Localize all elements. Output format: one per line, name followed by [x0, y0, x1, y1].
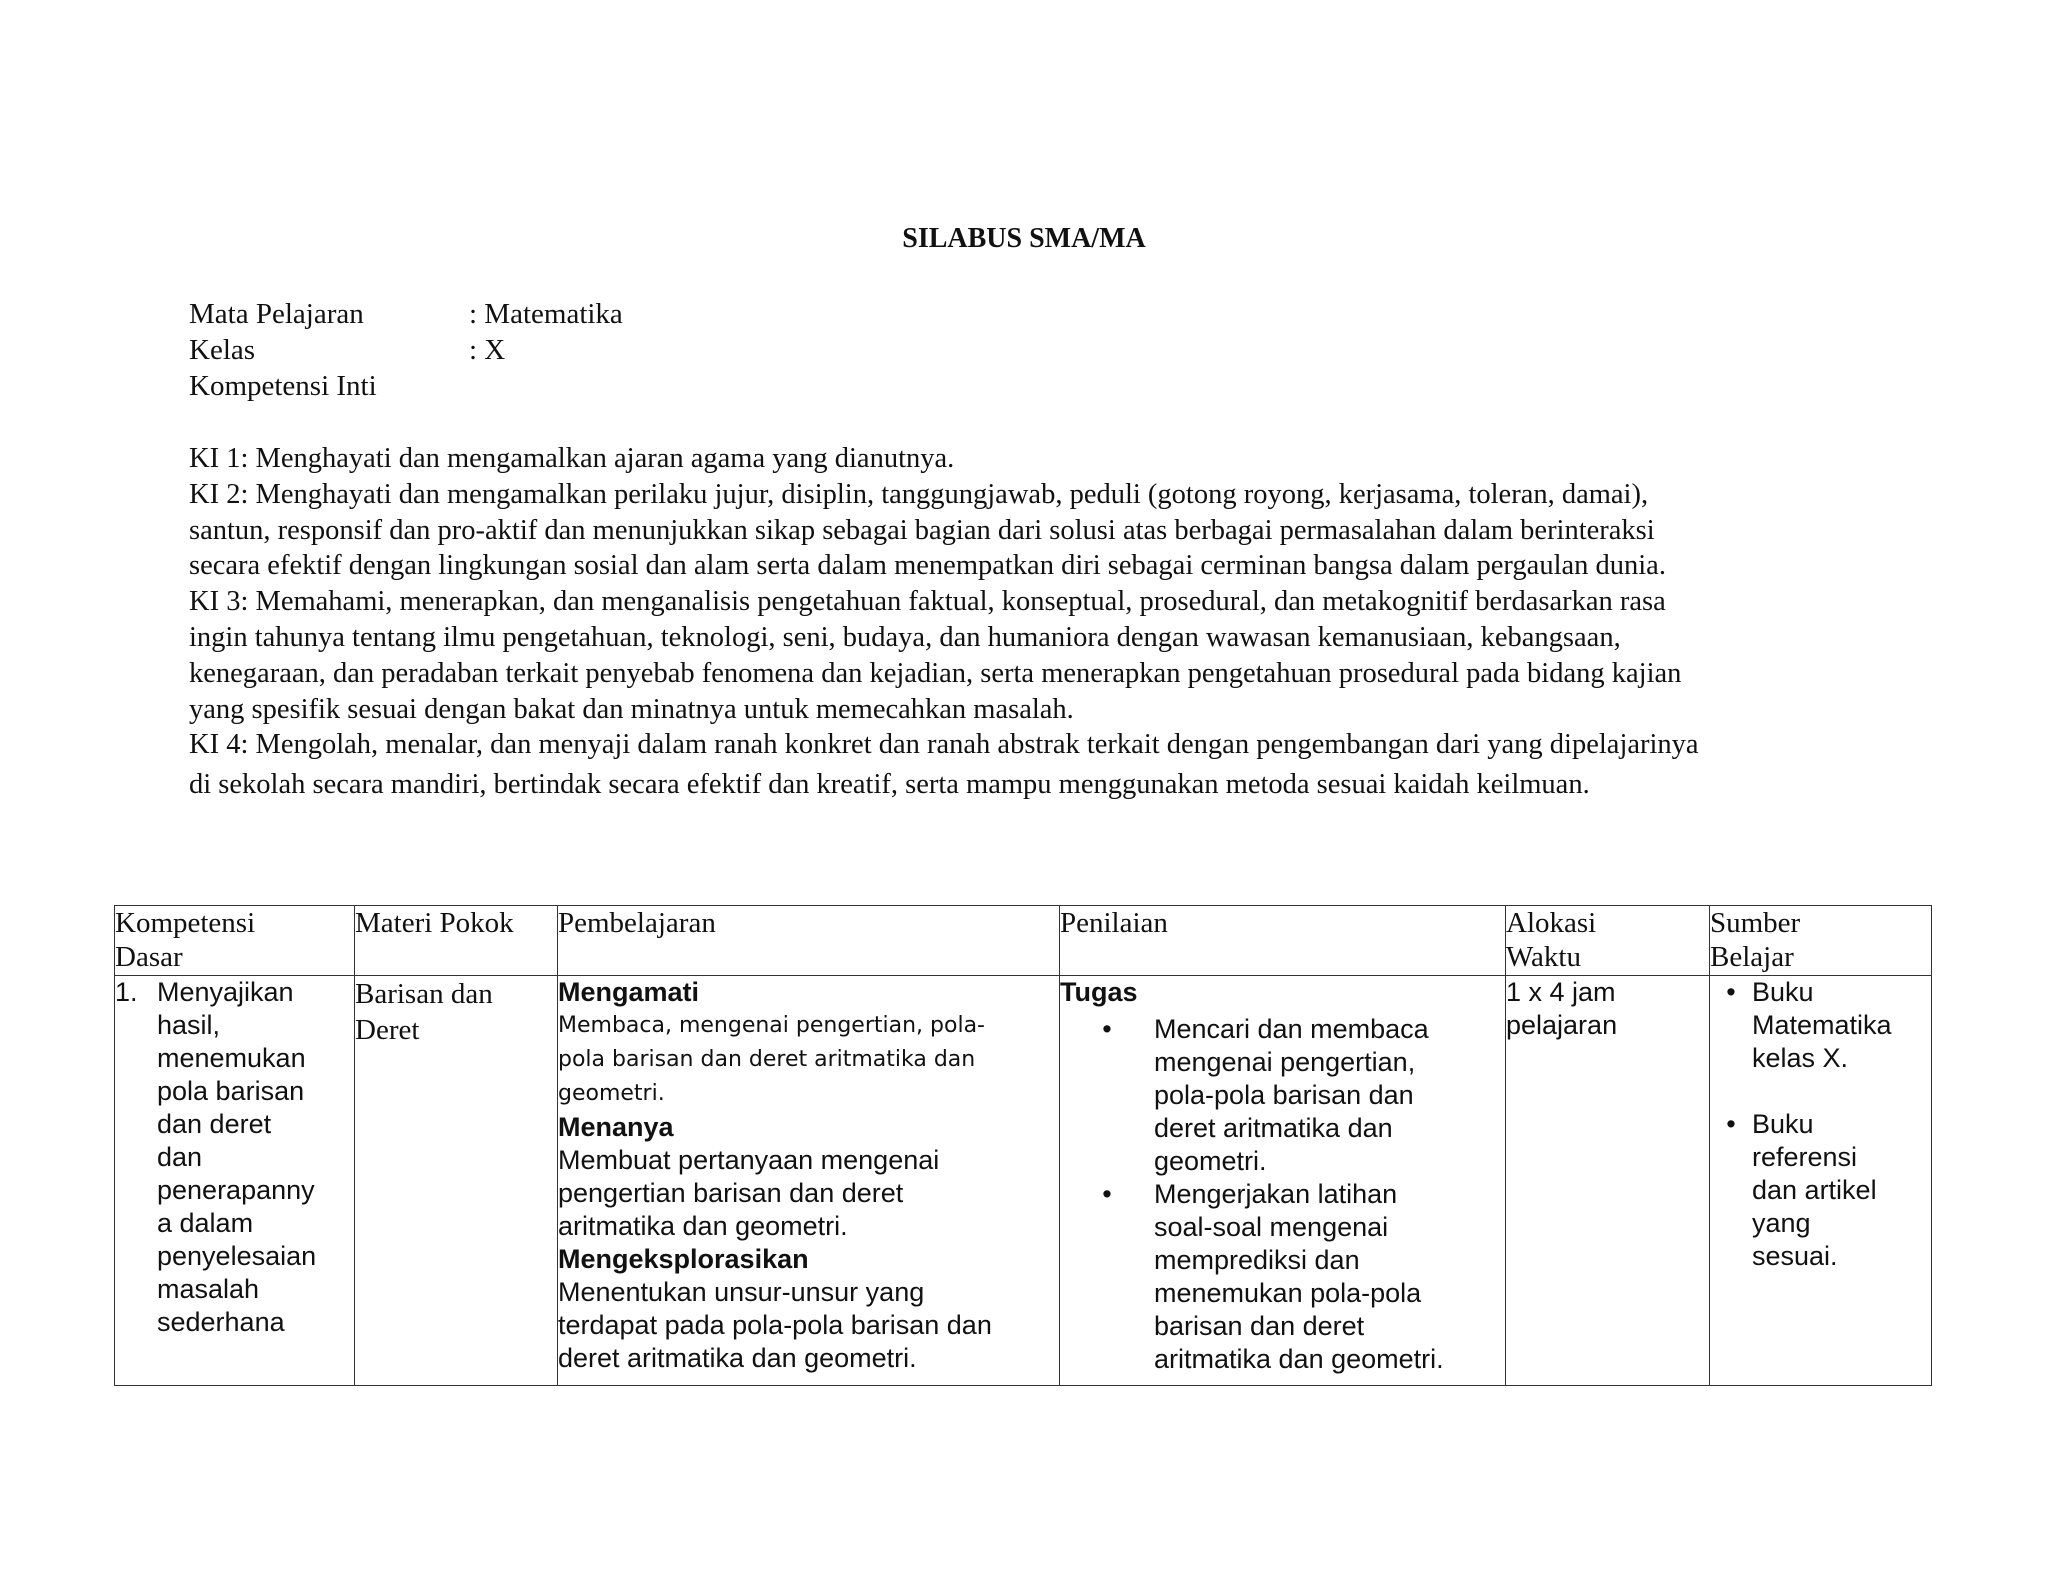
- penilaian-line: menemukan pola-pola: [1154, 1278, 1422, 1308]
- kd-line: dan: [157, 1142, 203, 1172]
- bullet-icon: •: [1102, 1179, 1112, 1209]
- syllabus-table: [114, 905, 1932, 1386]
- kd-line: dan deret: [157, 1109, 272, 1139]
- header-kompetensi-dasar: [115, 906, 355, 976]
- pembelajaran-line: aritmatika dan geometri.: [558, 1211, 848, 1241]
- ki-line: KI 1: Menghayati dan mengamalkan ajaran agama yang dianutnya.: [189, 443, 955, 474]
- kd-line: pola barisan: [157, 1076, 305, 1106]
- header-materi-pokok: [355, 906, 558, 976]
- meta-value: : X: [469, 334, 506, 366]
- bullet-icon: •: [1726, 977, 1736, 1007]
- sumber-line: Buku: [1752, 1109, 1814, 1139]
- penilaian-line: mengenai pengertian,: [1154, 1047, 1416, 1077]
- list-item: [1710, 976, 1931, 1075]
- kd-line: sederhana: [157, 1307, 285, 1337]
- cell-penilaian: [1060, 976, 1506, 1386]
- sumber-line: Buku: [1752, 977, 1814, 1007]
- penilaian-line: deret aritmatika dan: [1154, 1113, 1393, 1143]
- penilaian-item-text: [1154, 1013, 1429, 1178]
- alokasi-line: 1 x 4 jam: [1506, 977, 1616, 1007]
- kd-text: Menyajikan: [157, 977, 294, 1007]
- header-line: Belajar: [1710, 941, 1794, 973]
- header-line: Pembelajaran: [558, 907, 716, 939]
- header-line: Alokasi: [1506, 907, 1597, 939]
- kd-item: [115, 976, 354, 1009]
- penilaian-line: Mengerjakan latihan: [1154, 1179, 1398, 1209]
- kd-text-rest: [157, 1009, 354, 1339]
- penilaian-line: memprediksi dan: [1154, 1245, 1360, 1275]
- ki-line: di sekolah secara mandiri, bertindak secara efektif dan kreatif, serta mampu menggunakan metoda sesuai kaidah keilmuan.: [189, 769, 1590, 801]
- sumber-line: kelas X.: [1752, 1043, 1849, 1073]
- sumber-line: referensi: [1752, 1142, 1858, 1172]
- kd-line: penerapanny: [157, 1175, 315, 1205]
- header-line: Waktu: [1506, 941, 1581, 973]
- pembelajaran-line: Membuat pertanyaan mengenai: [558, 1145, 940, 1175]
- sumber-item-text: [1752, 976, 1892, 1075]
- cell-sumber-belajar: [1710, 976, 1932, 1386]
- ki-line: santun, responsif dan pro-aktif dan menunjukkan sikap sebagai bagian dari solusi atas berbagai permasalahan dalam berinteraksi: [189, 514, 1655, 546]
- pembelajaran-line: geometri.: [558, 1081, 665, 1106]
- kd-line: hasil,: [157, 1010, 221, 1040]
- header-line: Dasar: [115, 941, 183, 973]
- list-item: [1060, 1178, 1505, 1376]
- kd-line: menemukan: [157, 1043, 306, 1073]
- cell-materi-pokok: [355, 976, 558, 1386]
- ki-line: KI 4: Mengolah, menalar, dan menyaji dalam ranah konkret dan ranah abstrak terkait dengan pengembangan dari yang dipelajarinya: [189, 729, 1699, 761]
- ki-line: secara efektif dengan lingkungan sosial dan alam serta dalam menempatkan diri sebagai cerminan bangsa dalam pergaulan dunia.: [189, 550, 1666, 582]
- cell-kompetensi-dasar: [115, 976, 355, 1386]
- list-item: [1710, 1108, 1931, 1273]
- header-penilaian: [1060, 906, 1506, 976]
- sumber-list: [1710, 976, 1931, 1273]
- kd-line: masalah: [157, 1274, 260, 1304]
- meta-row-class: [189, 332, 623, 368]
- penilaian-line: soal-soal mengenai: [1154, 1212, 1389, 1242]
- ki-line: ingin tahunya tentang ilmu pengetahuan, teknologi, seni, budaya, dan humaniora dengan wawasan kemanusiaan, kebangsaan,: [189, 621, 1621, 653]
- materi-line: Deret: [355, 1014, 420, 1046]
- document-title: SILABUS SMA/MA: [902, 223, 1146, 254]
- sumber-line: dan artikel: [1752, 1175, 1877, 1205]
- pembelajaran-line: pola barisan dan deret aritmatika dan: [558, 1047, 976, 1072]
- meta-row-subject: [189, 296, 623, 332]
- penilaian-list: [1060, 1013, 1505, 1376]
- cell-alokasi-waktu: [1506, 976, 1710, 1386]
- penilaian-heading: Tugas: [1060, 977, 1138, 1007]
- sumber-line: sesuai.: [1752, 1241, 1838, 1271]
- bullet-icon: •: [1726, 1109, 1736, 1139]
- list-item: [1060, 1013, 1505, 1178]
- ki-line: KI 2: Menghayati dan mengamalkan perilaku jujur, disiplin, tanggungjawab, peduli (gotong royong, kerjasama, toleran, damai),: [189, 478, 1649, 510]
- meta-row-ki: [189, 368, 623, 404]
- course-info: [189, 296, 623, 404]
- header-alokasi-waktu: [1506, 906, 1710, 976]
- header-line: Sumber: [1710, 907, 1801, 939]
- sumber-line: yang: [1752, 1208, 1811, 1238]
- pembelajaran-line: deret aritmatika dan geometri.: [558, 1343, 917, 1373]
- table-row: [115, 976, 1932, 1386]
- kd-line: a dalam: [157, 1208, 254, 1238]
- ki-line: yang spesifik sesuai dengan bakat dan minatnya untuk memecahkan masalah.: [189, 693, 1074, 725]
- materi-line: Barisan dan: [355, 978, 493, 1010]
- meta-label: Kelas: [189, 334, 256, 366]
- pembelajaran-line: pengertian barisan dan deret: [558, 1178, 904, 1208]
- header-line: Kompetensi: [115, 907, 256, 939]
- ki-line: KI 3: Memahami, menerapkan, dan menganalisis pengetahuan faktual, konseptual, prosedural, dan metakognitif berdasarkan rasa: [189, 586, 1666, 618]
- kd-line: penyelesaian: [157, 1241, 317, 1271]
- meta-label: Kompetensi Inti: [189, 370, 377, 402]
- sumber-item-text: [1752, 1108, 1877, 1273]
- pembelajaran-line: Menentukan unsur-unsur yang: [558, 1277, 925, 1307]
- bullet-icon: •: [1102, 1014, 1112, 1044]
- pembelajaran-heading: Mengeksplorasikan: [558, 1244, 809, 1274]
- kd-number: 1.: [115, 977, 138, 1007]
- alokasi-line: pelajaran: [1506, 1010, 1618, 1040]
- penilaian-line: Mencari dan membaca: [1154, 1014, 1429, 1044]
- header-line: Materi Pokok: [355, 907, 514, 939]
- table-header-row: [115, 906, 1932, 976]
- penilaian-item-text: [1154, 1178, 1444, 1376]
- meta-label: Mata Pelajaran: [189, 298, 364, 330]
- header-sumber-belajar: [1710, 906, 1932, 976]
- penilaian-line: geometri.: [1154, 1146, 1267, 1176]
- cell-pembelajaran: [558, 976, 1060, 1386]
- header-line: Penilaian: [1060, 907, 1168, 939]
- penilaian-line: pola-pola barisan dan: [1154, 1080, 1414, 1110]
- sumber-line: Matematika: [1752, 1010, 1892, 1040]
- pembelajaran-heading: Menanya: [558, 1112, 674, 1142]
- ki-line: kenegaraan, dan peradaban terkait penyebab fenomena dan kejadian, serta menerapkan pengetahuan prosedural pada bidang kajian: [189, 657, 1682, 689]
- pembelajaran-line: Membaca, mengenai pengertian, pola-: [558, 1013, 985, 1038]
- pembelajaran-line: terdapat pada pola-pola barisan dan: [558, 1310, 992, 1340]
- header-pembelajaran: [558, 906, 1060, 976]
- penilaian-line: aritmatika dan geometri.: [1154, 1344, 1444, 1374]
- pembelajaran-heading: Mengamati: [558, 977, 700, 1007]
- meta-value: : Matematika: [469, 298, 623, 330]
- penilaian-line: barisan dan deret: [1154, 1311, 1365, 1341]
- kompetensi-inti-text: [189, 441, 1889, 803]
